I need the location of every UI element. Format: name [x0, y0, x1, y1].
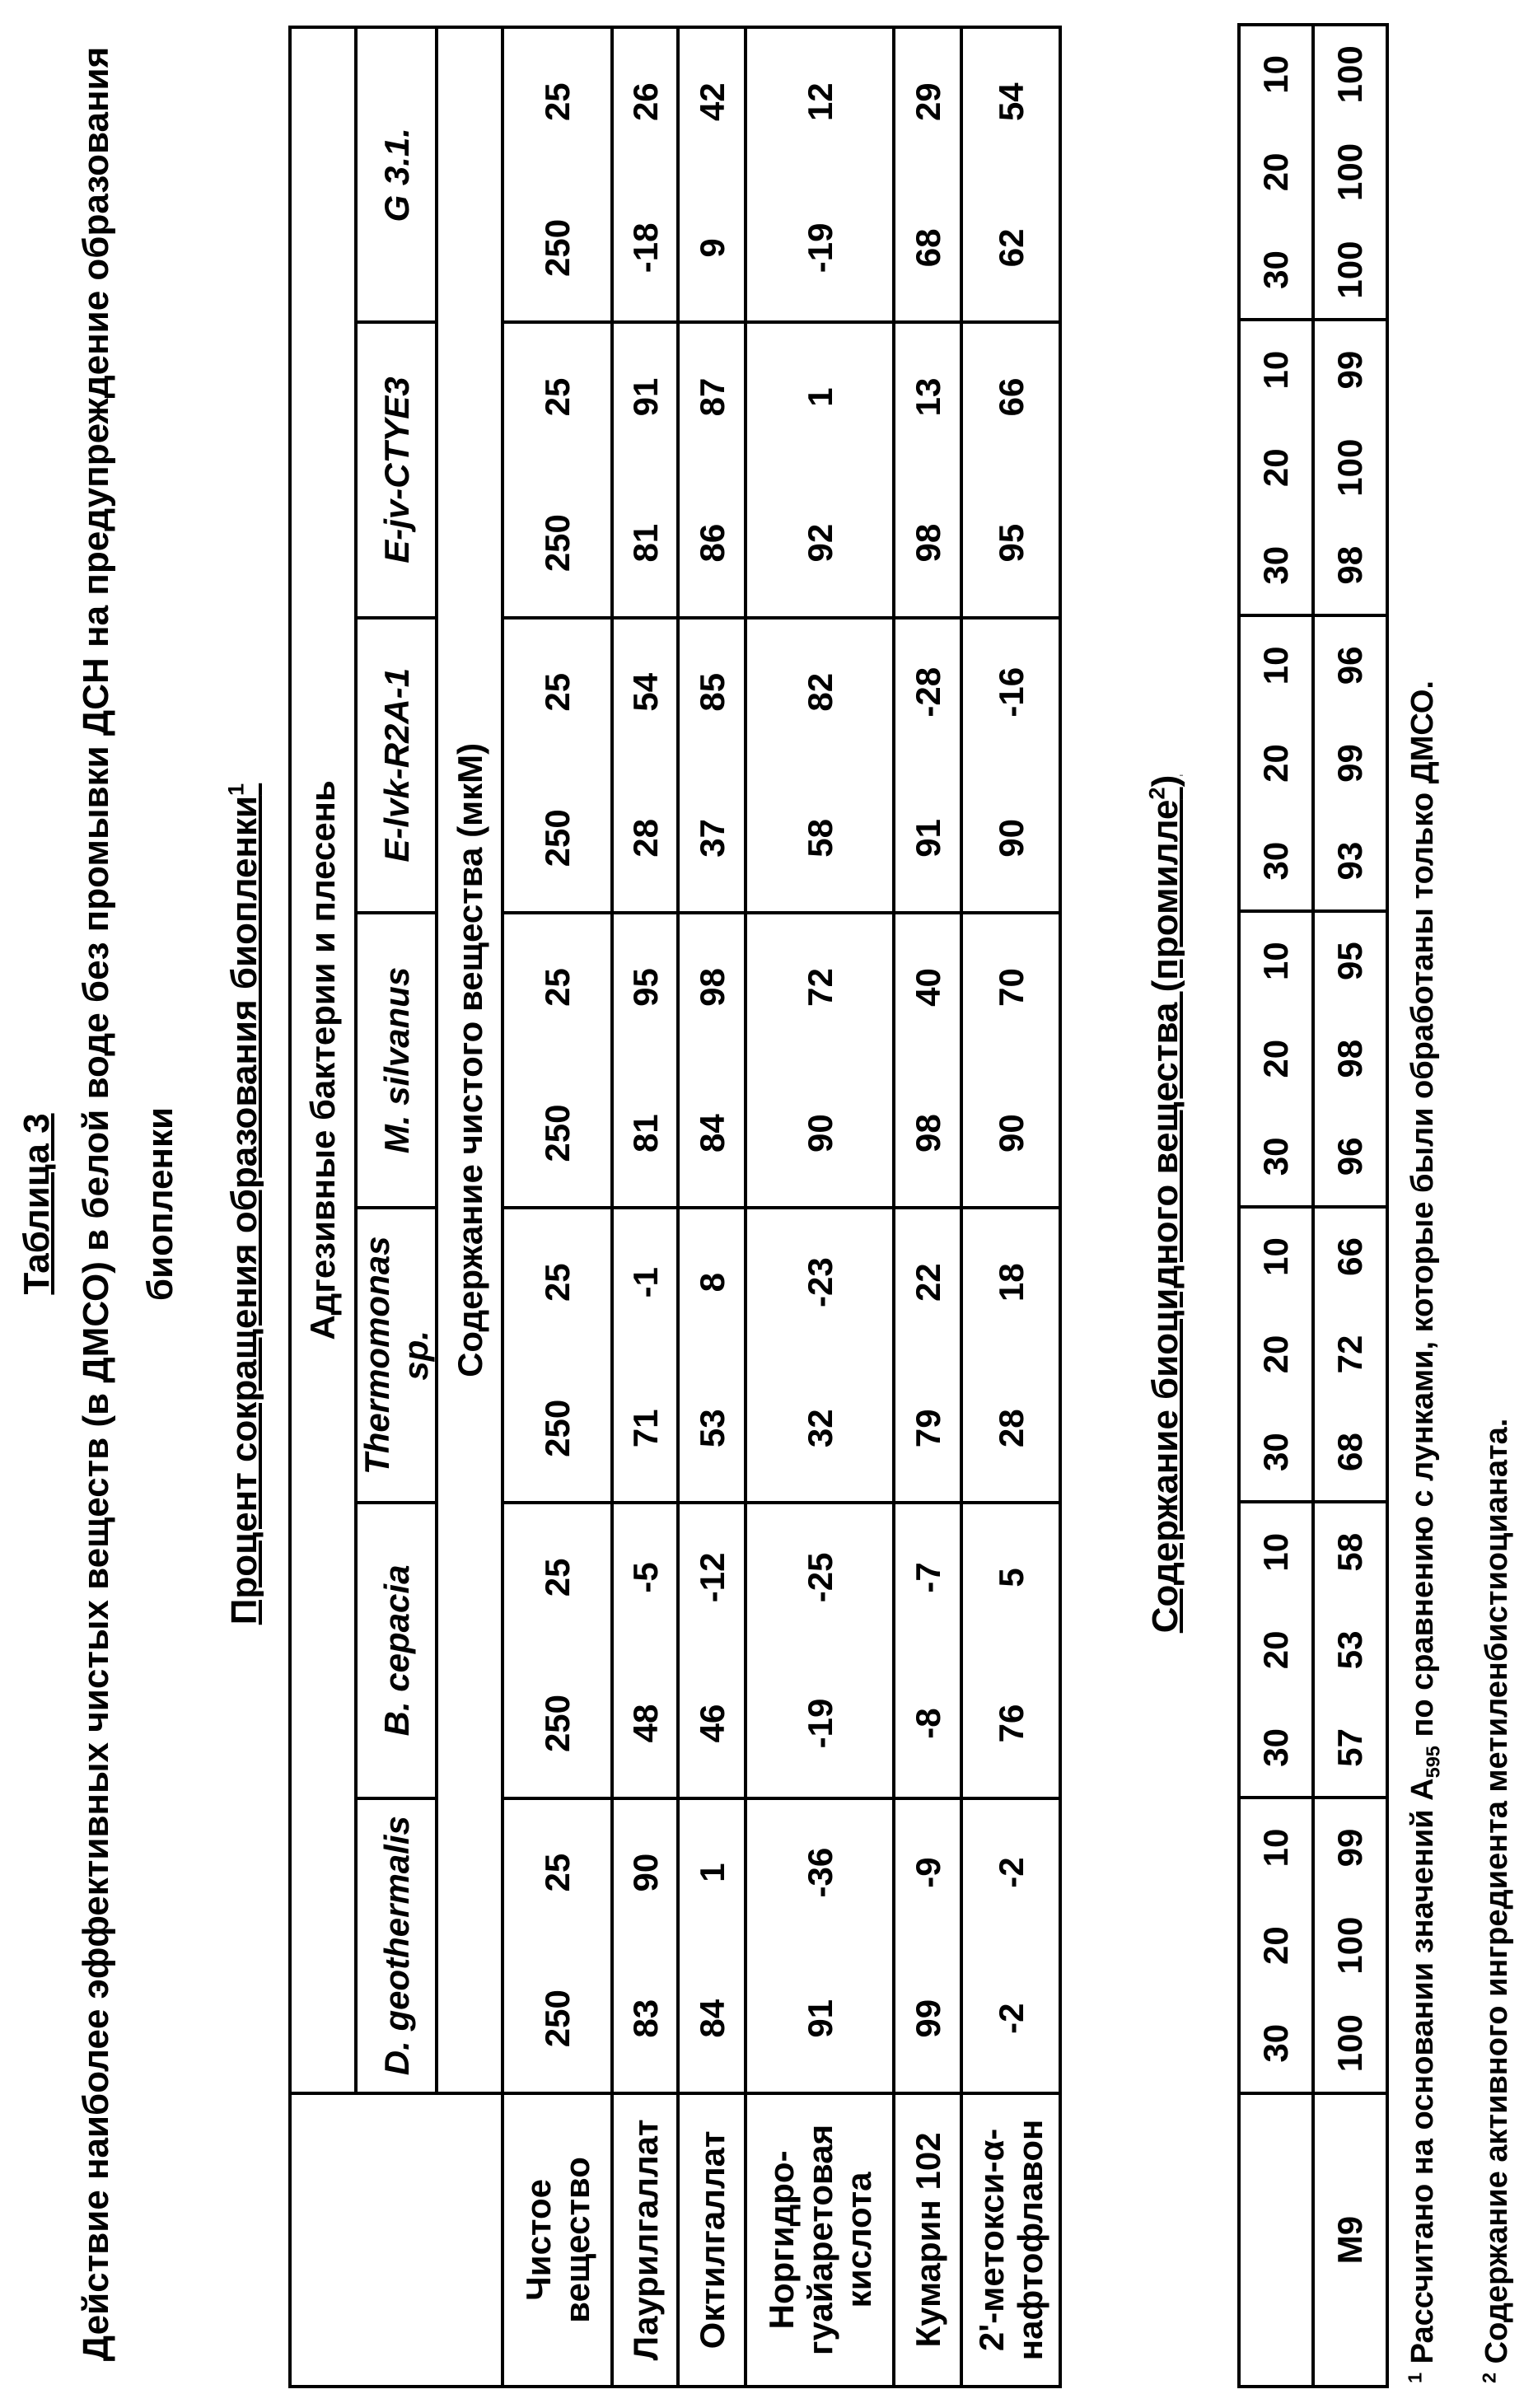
biocide-table-heading-text: Содержание биоцидного вещества (промилле$^2$) — [1143, 774, 1185, 1634]
biocide-value-10-cell: 100 — [1313, 25, 1387, 124]
value-250-cell: 90 — [961, 1060, 1060, 1208]
biocide-value-30-cell: 57 — [1313, 1700, 1387, 1798]
biocide-conc-30-cell: 30 — [1239, 222, 1313, 320]
value-250-cell: 91 — [894, 765, 961, 913]
biocide-label-spacer-cell — [1239, 2093, 1313, 2387]
biocide-value-20-cell: 53 — [1313, 1601, 1387, 1700]
value-25-cell: -28 — [894, 618, 961, 765]
biocide-conc-30-cell: 30 — [1239, 1404, 1313, 1503]
biocide-value-20-cell: 100 — [1313, 123, 1387, 222]
biocide-conc-20-cell: 20 — [1239, 418, 1313, 517]
value-25-cell: 26 — [612, 27, 678, 175]
value-25-cell: -16 — [961, 618, 1060, 765]
value-250-cell: 28 — [612, 765, 678, 913]
value-25-cell: 54 — [612, 618, 678, 765]
concentration-header-cell: Содержание чистого вещества (мкМ) — [437, 27, 503, 2093]
table-number-text: Таблица 3 — [16, 1113, 57, 1295]
value-250-cell: 9 — [678, 175, 746, 322]
concentration-250-cell: 250 — [503, 1946, 612, 2093]
value-25-cell: 8 — [678, 1208, 746, 1355]
value-250-cell: 37 — [678, 765, 746, 913]
biocide-value-20-cell: 72 — [1313, 1305, 1387, 1404]
biocide-value-20-cell: 100 — [1313, 418, 1387, 517]
value-250-cell: 91 — [746, 1946, 894, 2093]
value-25-cell: 22 — [894, 1208, 961, 1355]
footnote-1: $^1$ Рассчитано на основании значений $A_{595}$ по сравнению с лунками, которые были обработаны только ДМСО. — [1404, 680, 1444, 2383]
biocide-value-10-cell: 66 — [1313, 1207, 1387, 1306]
value-25-cell: 1 — [678, 1798, 746, 1946]
value-25-cell: 66 — [961, 322, 1060, 470]
concentration-25-cell: 25 — [503, 27, 612, 175]
substance-label-cell: Норгидро- гуайаретовая кислота — [746, 2093, 894, 2387]
biocide-values-row — [1313, 25, 1387, 2387]
biocide-concentration-row — [1239, 25, 1313, 2387]
concentration-25-cell: 25 — [503, 618, 612, 765]
biocide-value-30-cell: 68 — [1313, 1404, 1387, 1503]
biocide-value-10-cell: 99 — [1313, 1798, 1387, 1896]
value-250-cell: -18 — [612, 175, 678, 322]
value-250-cell: 28 — [961, 1355, 1060, 1503]
substance-data-row — [678, 27, 746, 2387]
biocide-value-20-cell: 100 — [1313, 1896, 1387, 1995]
species-header-row — [356, 27, 437, 2387]
value-250-cell: 90 — [746, 1060, 894, 1208]
biocide-value-30-cell: 93 — [1313, 812, 1387, 911]
row-label-header-cell: Чистое вещество — [503, 2093, 612, 2387]
biocide-table-heading — [1145, 0, 1186, 2408]
value-25-cell: 85 — [678, 618, 746, 765]
value-250-cell: 95 — [961, 470, 1060, 618]
value-25-cell: -2 — [961, 1798, 1060, 1946]
substance-data-row — [746, 27, 894, 2387]
value-25-cell: 42 — [678, 27, 746, 175]
biocide-conc-30-cell: 30 — [1239, 812, 1313, 911]
species-name-cell: E-jv-CTYE3 — [356, 322, 437, 617]
value-25-cell: 91 — [612, 322, 678, 470]
biocide-conc-30-cell: 30 — [1239, 517, 1313, 616]
value-250-cell: 76 — [961, 1650, 1060, 1798]
value-25-cell: 12 — [746, 27, 894, 175]
value-25-cell: 70 — [961, 913, 1060, 1060]
biocide-value-10-cell: 96 — [1313, 615, 1387, 714]
biocide-value-30-cell: 96 — [1313, 1108, 1387, 1207]
substance-label-cell: Кумарин 102 — [894, 2093, 961, 2387]
biocide-conc-20-cell: 20 — [1239, 1896, 1313, 1995]
subtitle-footnote-marker: 1 — [222, 783, 249, 796]
biocide-value-30-cell: 100 — [1313, 1994, 1387, 2093]
biocide-conc-10-cell: 10 — [1239, 1798, 1313, 1896]
concentration-250-cell: 250 — [503, 1650, 612, 1798]
value-25-cell: -23 — [746, 1208, 894, 1355]
concentration-25-cell: 25 — [503, 1798, 612, 1946]
value-250-cell: -8 — [894, 1650, 961, 1798]
biocide-value-30-cell: 98 — [1313, 517, 1387, 616]
biocide-conc-30-cell: 30 — [1239, 1108, 1313, 1207]
biocide-conc-20-cell: 20 — [1239, 714, 1313, 813]
biocide-conc-20-cell: 20 — [1239, 1009, 1313, 1108]
biocide-value-20-cell: 99 — [1313, 714, 1387, 813]
concentration-250-cell: 250 — [503, 470, 612, 618]
value-250-cell: 86 — [678, 470, 746, 618]
biocide-value-10-cell: 58 — [1313, 1502, 1387, 1601]
value-250-cell: 81 — [612, 1060, 678, 1208]
value-250-cell: 71 — [612, 1355, 678, 1503]
document-title-line1: Действие наиболее эффективных чистых веществ (в ДМСО) в белой воде без промывки ДСН на предупреждение образования — [76, 46, 116, 2362]
value-25-cell: 40 — [894, 913, 961, 1060]
value-25-cell: 87 — [678, 322, 746, 470]
value-250-cell: 92 — [746, 470, 894, 618]
value-250-cell: 90 — [961, 765, 1060, 913]
value-250-cell: 98 — [894, 1060, 961, 1208]
biocide-conc-10-cell: 10 — [1239, 911, 1313, 1010]
concentration-250-cell: 250 — [503, 1355, 612, 1503]
concentration-header-row — [437, 27, 503, 2387]
biocide-conc-10-cell: 10 — [1239, 1207, 1313, 1306]
a595-subscript: 595 — [1422, 1746, 1444, 1779]
value-250-cell: 84 — [678, 1946, 746, 2093]
value-25-cell: 13 — [894, 322, 961, 470]
concentration-25-cell: 25 — [503, 913, 612, 1060]
value-25-cell: 98 — [678, 913, 746, 1060]
biocide-footnote-marker: 2 — [1143, 787, 1170, 800]
concentration-250-cell: 250 — [503, 765, 612, 913]
concentration-values-row — [503, 27, 612, 2387]
group-header-row — [290, 27, 356, 2387]
concentration-25-cell: 25 — [503, 1503, 612, 1650]
value-25-cell: 95 — [612, 913, 678, 1060]
value-250-cell: 83 — [612, 1946, 678, 2093]
species-name-cell: E-lvk-R2A-1 — [356, 618, 437, 913]
value-250-cell: 99 — [894, 1946, 961, 2093]
value-25-cell: -36 — [746, 1798, 894, 1946]
subtitle-heading — [224, 0, 265, 2408]
biocide-conc-30-cell: 30 — [1239, 1994, 1313, 2093]
value-250-cell: 32 — [746, 1355, 894, 1503]
biocide-row-label-cell: М9 — [1313, 2093, 1387, 2387]
concentration-25-cell: 25 — [503, 322, 612, 470]
value-25-cell: 18 — [961, 1208, 1060, 1355]
value-25-cell: -25 — [746, 1503, 894, 1650]
substance-label-cell: Октилгаллат — [678, 2093, 746, 2387]
species-name-cell: M. silvanus — [356, 913, 437, 1208]
value-250-cell: 79 — [894, 1355, 961, 1503]
substance-data-row — [894, 27, 961, 2387]
biocide-conc-10-cell: 10 — [1239, 1502, 1313, 1601]
value-25-cell: -9 — [894, 1798, 961, 1946]
substance-data-row — [961, 27, 1060, 2387]
biocide-value-10-cell: 99 — [1313, 320, 1387, 418]
value-250-cell: -19 — [746, 175, 894, 322]
value-250-cell: 48 — [612, 1650, 678, 1798]
value-25-cell: 72 — [746, 913, 894, 1060]
value-25-cell: 1 — [746, 322, 894, 470]
substance-data-row — [612, 27, 678, 2387]
biofilm-reduction-table — [288, 26, 1062, 2388]
value-25-cell: 29 — [894, 27, 961, 175]
value-25-cell: 90 — [612, 1798, 678, 1946]
biocide-conc-20-cell: 20 — [1239, 1305, 1313, 1404]
document-title-line2: биопленки — [140, 1106, 180, 1302]
species-name-cell: Thermomonas sp. — [356, 1208, 437, 1503]
value-25-cell: -5 — [612, 1503, 678, 1650]
biocide-content-table — [1237, 23, 1389, 2388]
biocide-value-20-cell: 98 — [1313, 1009, 1387, 1108]
value-250-cell: 46 — [678, 1650, 746, 1798]
value-25-cell: 82 — [746, 618, 894, 765]
value-25-cell: -1 — [612, 1208, 678, 1355]
concentration-25-cell: 25 — [503, 1208, 612, 1355]
value-250-cell: 81 — [612, 470, 678, 618]
footnote-2-marker: 2 — [1478, 2372, 1500, 2383]
subtitle-text: Процент сокращения образования биопленки$^1$ — [222, 783, 264, 1625]
concentration-250-cell: 250 — [503, 1060, 612, 1208]
substance-label-cell: Лаурилгаллат — [612, 2093, 678, 2387]
value-25-cell: -12 — [678, 1503, 746, 1650]
value-250-cell: 98 — [894, 470, 961, 618]
value-250-cell: 53 — [678, 1355, 746, 1503]
value-250-cell: 58 — [746, 765, 894, 913]
table-number-heading — [16, 0, 58, 2408]
biocide-value-30-cell: 100 — [1313, 222, 1387, 320]
biocide-value-10-cell: 95 — [1313, 911, 1387, 1010]
biocide-conc-10-cell: 10 — [1239, 615, 1313, 714]
concentration-250-cell: 250 — [503, 175, 612, 322]
biocide-conc-30-cell: 30 — [1239, 1700, 1313, 1798]
footnote-1-marker: 1 — [1404, 2372, 1426, 2383]
biocide-conc-10-cell: 10 — [1239, 320, 1313, 418]
biocide-conc-20-cell: 20 — [1239, 1601, 1313, 1700]
substance-label-cell: 2'-метокси-α- нафтофлавон — [961, 2093, 1060, 2387]
footnote-2: $^2$ Содержание активного ингредиента метиленбистиоцианата. — [1478, 1418, 1514, 2383]
group-header-cell: Адгезивные бактерии и плесень — [290, 27, 356, 2093]
biocide-conc-10-cell: 10 — [1239, 25, 1313, 124]
row-label-header-spacer-cell — [290, 2093, 503, 2387]
value-250-cell: -2 — [961, 1946, 1060, 2093]
species-name-cell: B. cepacia — [356, 1503, 437, 1798]
species-name-cell: G 3.1. — [356, 27, 437, 322]
value-25-cell: 5 — [961, 1503, 1060, 1650]
biocide-conc-20-cell: 20 — [1239, 123, 1313, 222]
value-25-cell: 54 — [961, 27, 1060, 175]
species-name-cell: D. geothermalis — [356, 1798, 437, 2093]
value-250-cell: 62 — [961, 175, 1060, 322]
value-250-cell: 68 — [894, 175, 961, 322]
value-250-cell: -19 — [746, 1650, 894, 1798]
value-250-cell: 84 — [678, 1060, 746, 1208]
value-25-cell: -7 — [894, 1503, 961, 1650]
